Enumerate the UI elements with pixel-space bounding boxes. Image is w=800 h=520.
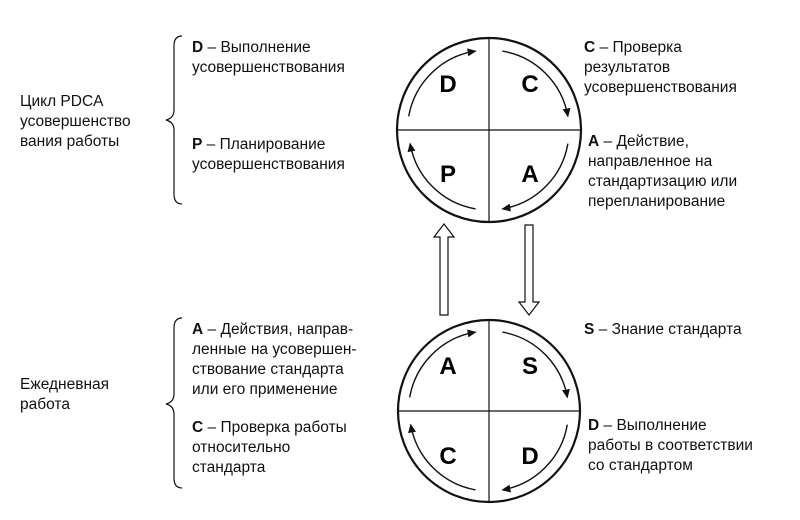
top-quadrant-bl-letter: P: [439, 161, 457, 188]
bottom-note-d: D – Выполнение работы в соответствии со стандартом: [588, 417, 753, 474]
bottom-quadrant-br-letter: D: [521, 443, 539, 470]
top-left-brace: [166, 36, 182, 204]
up-hollow-arrow: [434, 224, 454, 315]
bottom-quadrant-tl-letter: A: [439, 353, 457, 380]
down-hollow-arrow: [519, 225, 539, 315]
top-note-d: D – Выполнение усовершенствования: [192, 39, 345, 76]
bottom-note-c: C – Проверка работы относительно стандарта: [192, 419, 347, 476]
bottom-quadrant-tr-letter: S: [521, 353, 539, 380]
bottom-sdca-circle: [398, 320, 580, 502]
bottom-quadrant-bl-letter: C: [439, 443, 457, 470]
top-group-label: Цикл PDCA усовершенство вания работы: [20, 93, 131, 150]
bottom-group-label: Ежедневная работа: [20, 376, 110, 413]
bottom-note-a: A – Действия, направ- ленные на усовершен- ствование стандарта или его применение: [192, 321, 357, 398]
top-note-c: C – Проверка результатов усовершенствования: [584, 39, 737, 96]
top-pdca-circle: [397, 38, 581, 222]
top-note-p: P – Планирование усовершенствования: [192, 136, 345, 173]
top-quadrant-tr-letter: C: [521, 71, 539, 98]
bottom-note-s: S – Знание стандарта: [584, 321, 742, 338]
bottom-left-brace: [166, 318, 182, 488]
top-quadrant-tl-letter: D: [439, 71, 457, 98]
top-note-a: A – Действие, направленное на стандартизацию или перепланирование: [588, 133, 738, 210]
top-quadrant-br-letter: A: [521, 161, 539, 188]
